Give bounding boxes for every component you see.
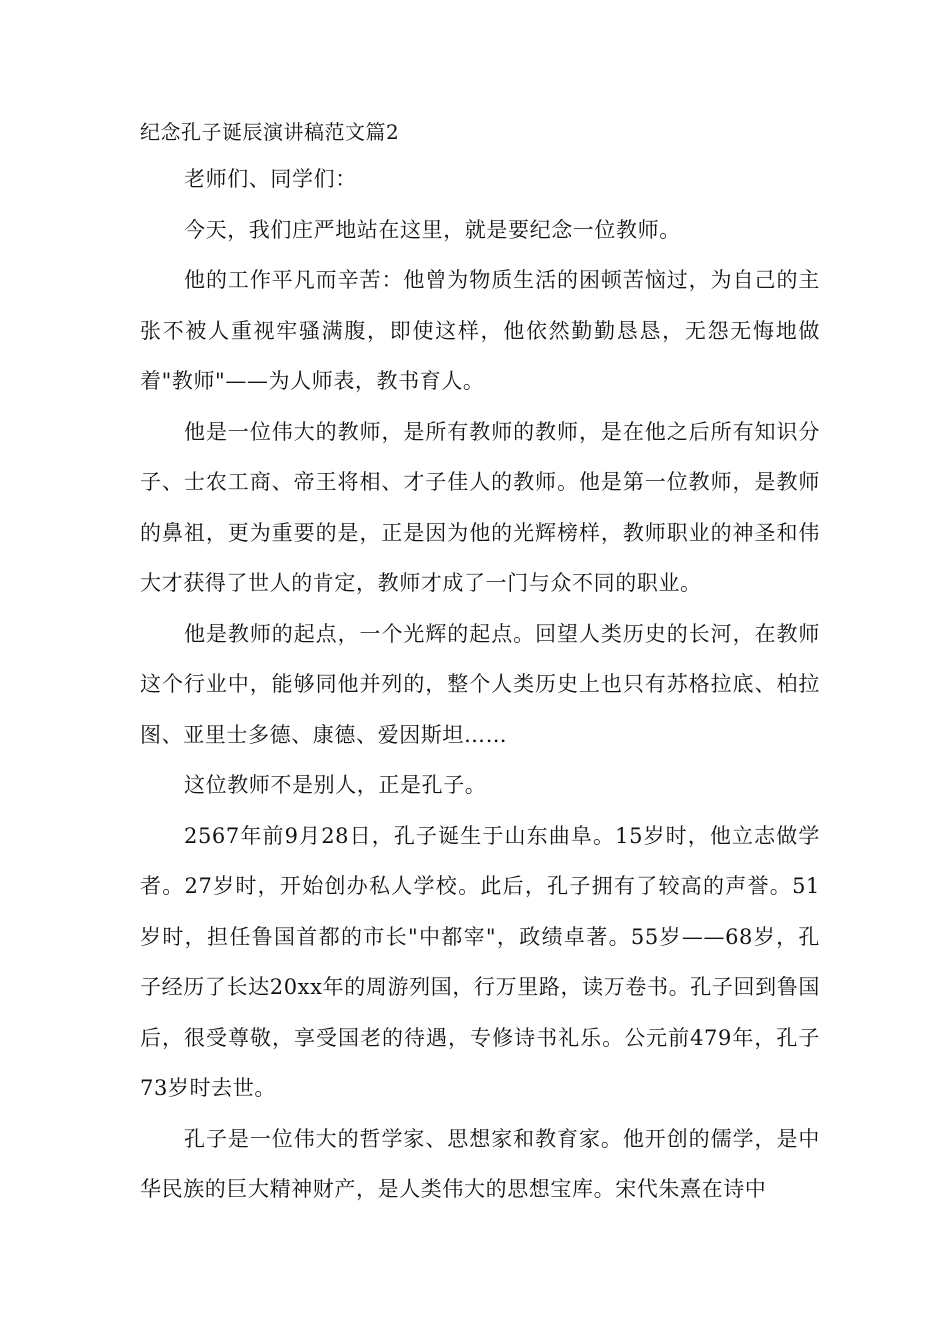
paragraph-work: 他的工作平凡而辛苦：他曾为物质生活的困顿苦恼过，为自己的主张不被人重视牢骚满腹，即使这样，他依然勤勤恳恳，无怨无悔地做着"教师"——为人师表，教书育人。 — [140, 268, 820, 393]
document-page — [140, 110, 820, 1215]
paragraph-great-teacher: 他是一位伟大的教师，是所有教师的教师，是在他之后所有知识分子、士农工商、帝王将相、才子佳人的教师。他是第一位教师，是教师的鼻祖，更为重要的是，正是因为他的光辉榜样，教师职业的神圣和伟大才获得了世人的肯定，教师才成了一门与众不同的职业。 — [140, 419, 820, 595]
document-title: 纪念孔子诞辰演讲稿范文篇2 — [140, 120, 400, 144]
paragraph-starting-point: 他是教师的起点，一个光辉的起点。回望人类历史的长河，在教师这个行业中，能够同他并列的，整个人类历史上也只有苏格拉底、柏拉图、亚里士多德、康德、爱因斯坦…… — [140, 621, 820, 747]
paragraph-greeting: 老师们、同学们： — [184, 167, 357, 191]
paragraph-biography: 2567年前9月28日，孔子诞生于山东曲阜。15岁时，他立志做学者。27岁时，开始创办私人学校。此后，孔子拥有了较高的声誉。51岁时，担任鲁国首都的市长"中都宰"，政绩卓著。55岁——68岁，孔子经历了长达20xx年的周游列国，行万里路，读万卷书。孔子回到鲁国后，很受尊敬，享受国老的待遇，专修诗书礼乐。公元前479年，孔子73岁时去世。 — [140, 823, 820, 1100]
paragraph-philosopher: 孔子是一位伟大的哲学家、思想家和教育家。他开创的儒学，是中华民族的巨大精神财产，是人类伟大的思想宝库。宋代朱熹在诗中 — [140, 1126, 820, 1201]
paragraph-opening: 今天，我们庄严地站在这里，就是要纪念一位教师。 — [184, 217, 681, 242]
paragraph-confucius: 这位教师不是别人，正是孔子。 — [184, 773, 487, 797]
